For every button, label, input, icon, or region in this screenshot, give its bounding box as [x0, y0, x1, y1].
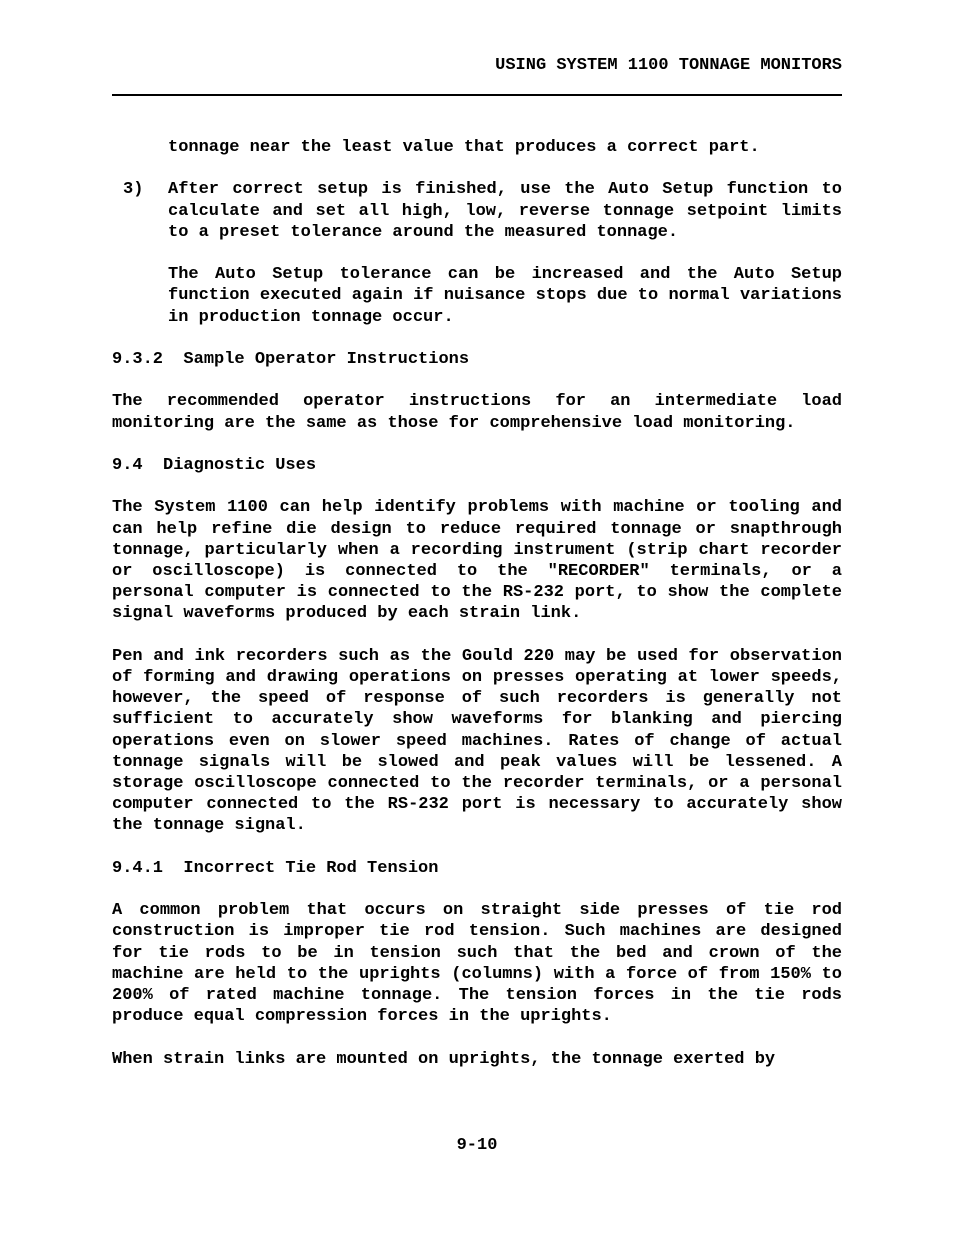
list-item-3: [123, 179, 842, 243]
section-heading-9-3-2: 9.3.2 Sample Operator Instructions: [112, 349, 470, 369]
page-body: [112, 137, 842, 1091]
list-item-number: 3): [123, 180, 144, 200]
auto-setup-note: The Auto Setup tolerance can be increased and the Auto Setup function executed again if nuisance stops due to normal variations in production tonnage occur.: [168, 265, 842, 327]
paragraph-pen-recorders: Pen and ink recorders such as the Gould 220 may be used for observation of forming and drawing operations on presses operating at lower speeds, however, the speed of response of such recorders is generally not sufficient to accurately show waveforms for blanking and piercing operations even on slower speed machines. Rates of change of actual tonnage signals will be slowed and peak values will be lessened. A storage oscilloscope connected to the recorder terminals, or a personal computer connected to the RS-232 port is necessary to accurately show the tonnage signal.: [112, 646, 842, 836]
running-header: USING SYSTEM 1100 TONNAGE MONITORS: [495, 56, 842, 75]
list-item-text: After correct setup is finished, use the Auto Setup function to calculate and set all high, low, reverse tonnage setpoint limits to a preset tolerance around the measured tonnage.: [168, 180, 842, 242]
paragraph-diagnostic-uses: The System 1100 can help identify problems with machine or tooling and can help refine die design to reduce required tonnage or snapthrough tonnage, particularly when a recording instrument (strip chart recorder or oscilloscope) is connected to the "RECORDER" terminals, or a personal computer is connected to the RS-232 port, to show the complete signal waveforms produced by each strain link.: [112, 498, 842, 624]
section-heading-9-4-1: 9.4.1 Incorrect Tie Rod Tension: [112, 858, 439, 878]
continuation-text: tonnage near the least value that produces a correct part.: [168, 138, 760, 157]
paragraph-operator-instructions: The recommended operator instructions for an intermediate load monitoring are the same as those for comprehensive load monitoring.: [112, 392, 842, 433]
paragraph-tie-rod-problem: A common problem that occurs on straight side presses of tie rod construction is improper tie rod tension. Such machines are designed for tie rods to be in tension such that the bed and crown of the machine are held to the uprights (columns) with a force of from 150% to 200% of rated machine tonnage. The tension forces in the tie rods produce equal compression forces in the uprights.: [112, 901, 842, 1027]
paragraph-strain-links: When strain links are mounted on uprights, the tonnage exerted by: [112, 1049, 776, 1069]
section-heading-9-4: 9.4 Diagnostic Uses: [112, 455, 317, 475]
page-number: 9-10: [456, 1136, 498, 1155]
header-rule: [112, 94, 842, 96]
